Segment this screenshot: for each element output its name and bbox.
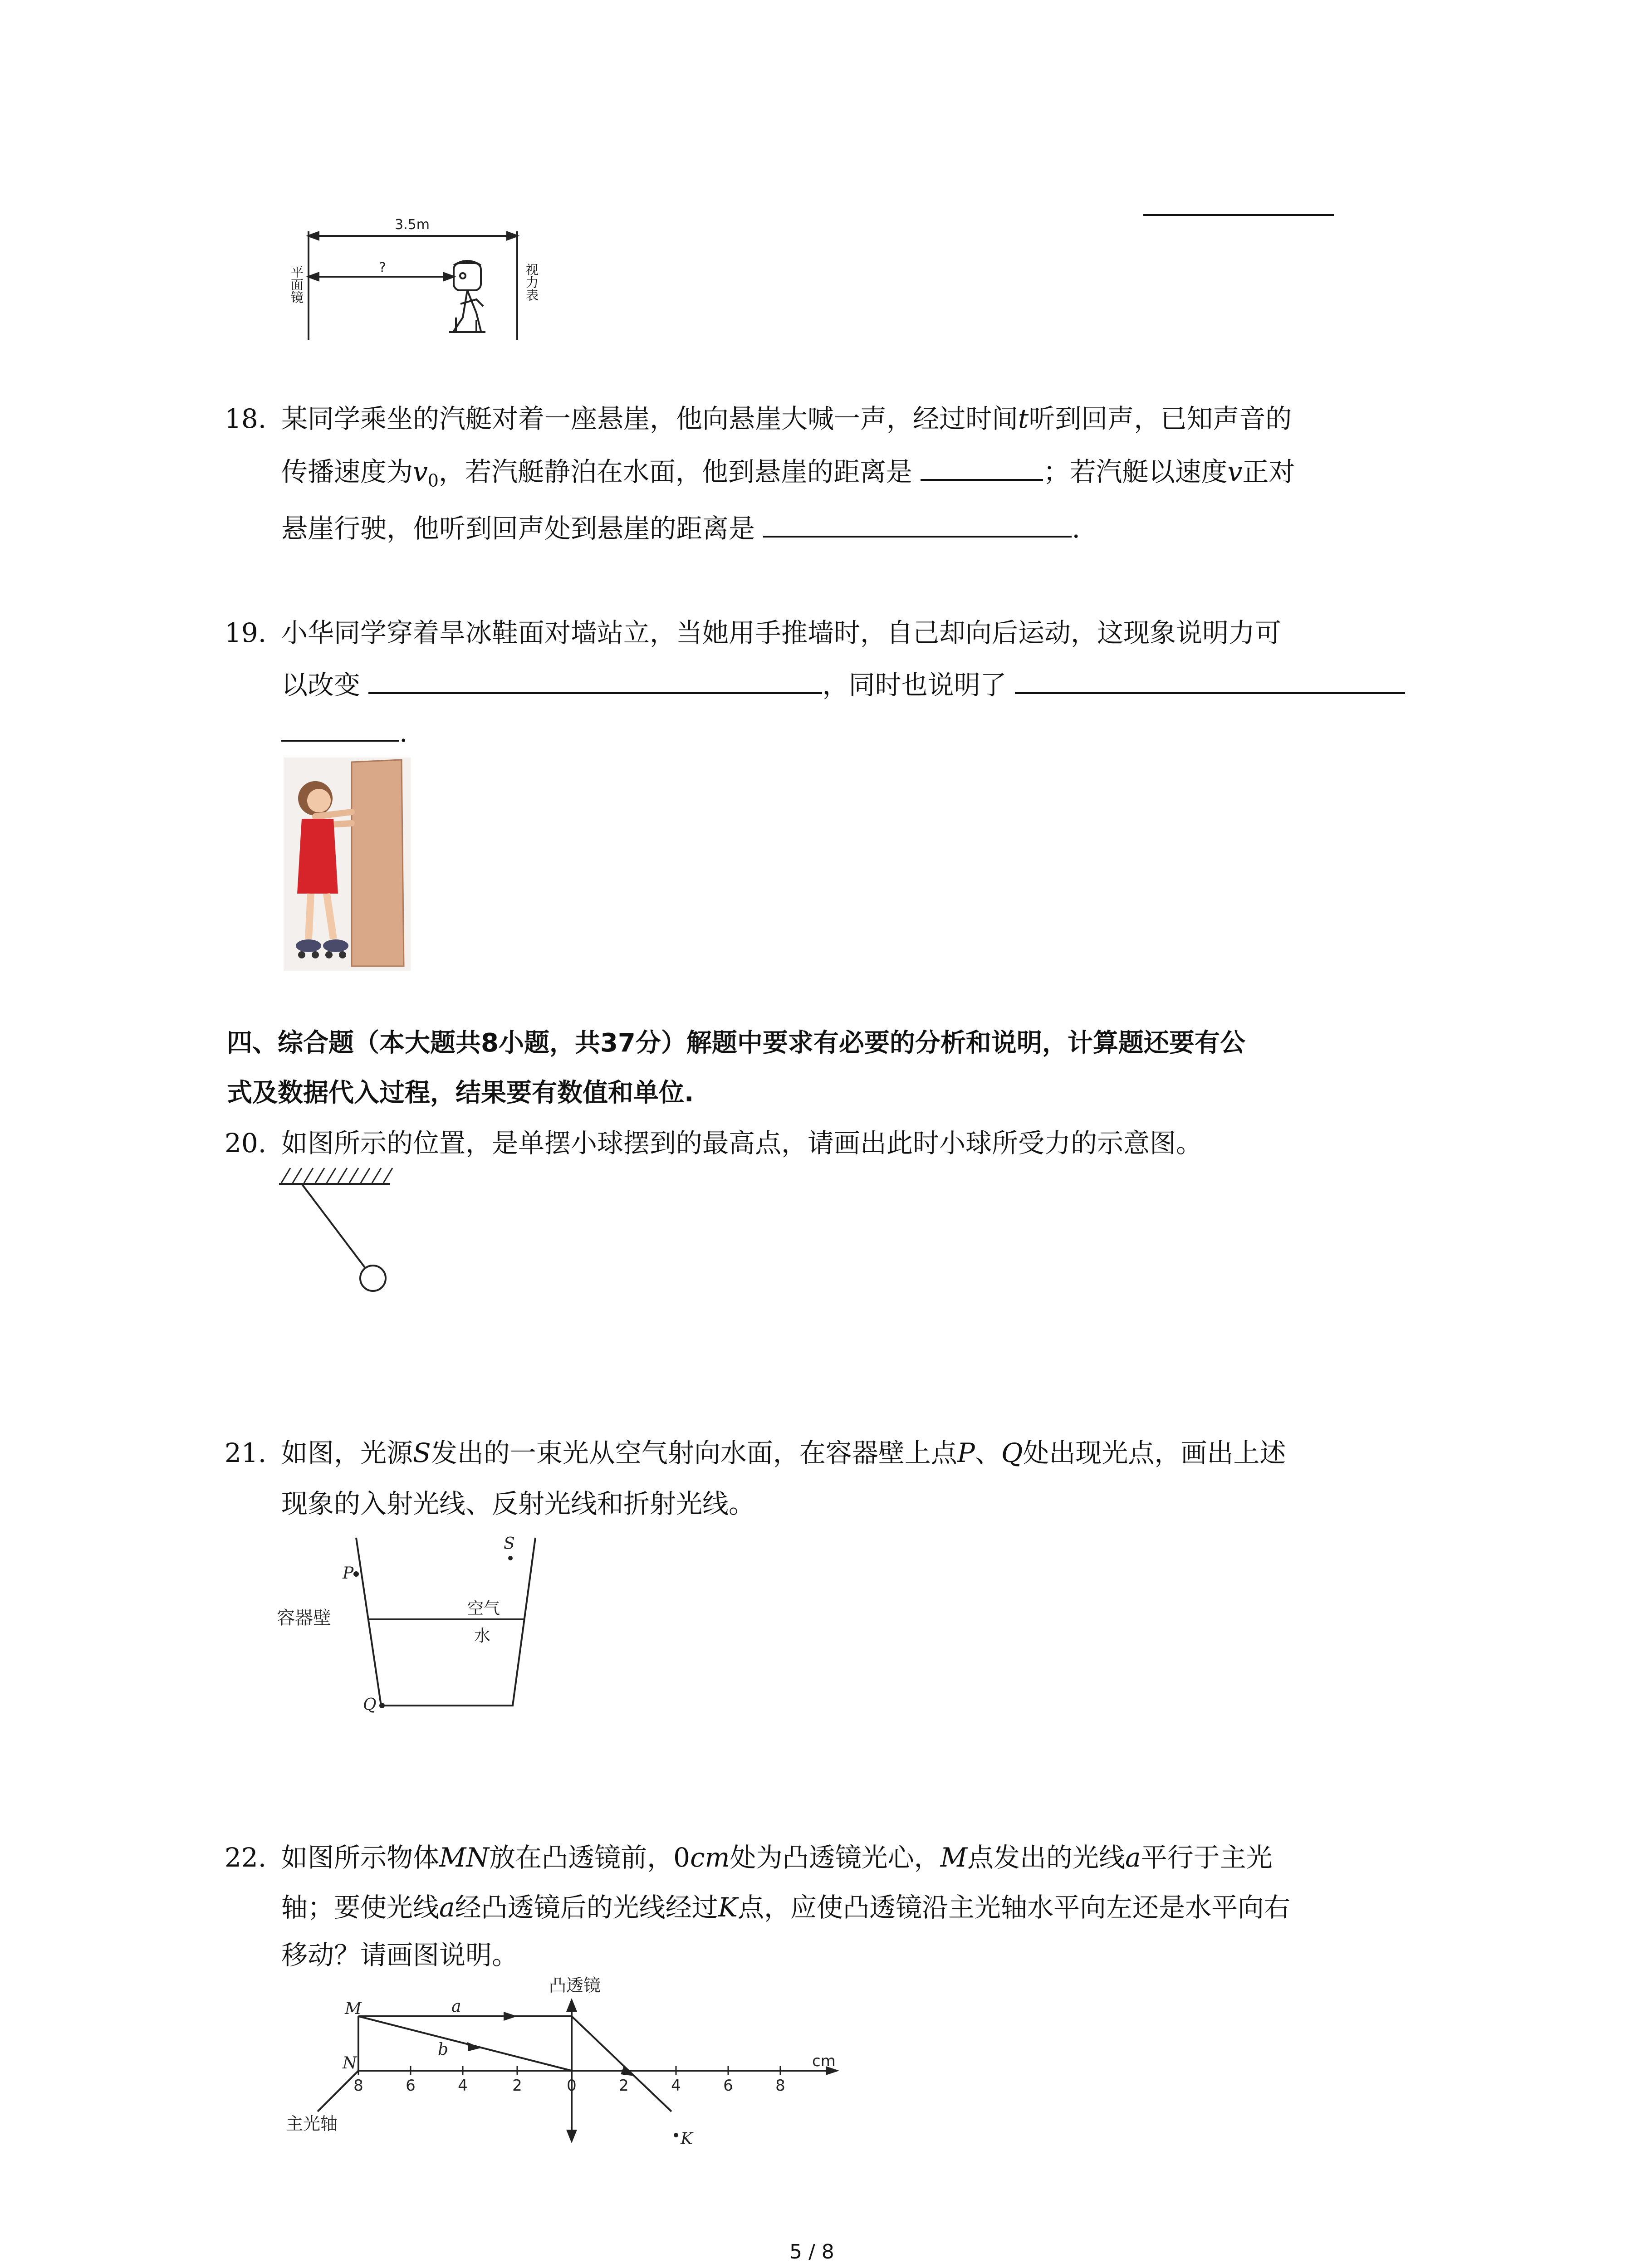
- answer-blank-q17[interactable]: [1143, 214, 1334, 216]
- axis-tick: 6: [406, 2077, 416, 2095]
- q21-line-1: 如图，光源S发出的一束光从空气射向水面，在容器壁上点P、Q处出现光点，画出上述: [281, 1437, 1286, 1468]
- q22-convex-lens-figure: [281, 1975, 871, 2166]
- q21-container-figure: [272, 1524, 563, 1719]
- q19-answer-blank-2-continued[interactable]: [281, 714, 399, 742]
- axis-tick: 6: [723, 2077, 733, 2095]
- axis-tick: 2: [512, 2077, 522, 2095]
- q20-pendulum-figure: [277, 1166, 404, 1297]
- axis-tick: 4: [671, 2077, 681, 2095]
- axis-tick: 8: [775, 2077, 785, 2095]
- section-4-heading-line-1: 四、综合题（本大题共8小题，共37分）解题中要求有必要的分析和说明，计算题还要有公: [227, 1028, 1245, 1058]
- q17-question-mark: ?: [379, 260, 386, 276]
- q21-point-P: P: [343, 1564, 354, 1583]
- q22-ray-a-label: a: [451, 1997, 461, 2016]
- q18-line-3: 悬崖行驶，他听到回声处到悬崖的距离是 .: [281, 503, 1080, 553]
- q21-water-label: 水: [474, 1627, 491, 1645]
- axis-tick: 0: [567, 2077, 577, 2095]
- q17-chart-label: 视力表: [524, 263, 539, 301]
- q17-width-label: 3.5m: [395, 217, 430, 233]
- question-number-21: 21.: [225, 1437, 267, 1468]
- question-number-20: 20.: [225, 1128, 267, 1158]
- question-number-18: 18.: [225, 403, 267, 434]
- q18-answer-blank-2[interactable]: [763, 510, 1072, 538]
- q22-lens-label: 凸透镜: [549, 1975, 601, 1995]
- q19-answer-blank-1[interactable]: [368, 667, 822, 694]
- axis-tick: 2: [619, 2077, 629, 2095]
- q21-point-Q: Q: [363, 1696, 377, 1714]
- page-number: 5 / 8: [789, 2240, 834, 2263]
- q19-line-2: 以改变 ，同时也说明了: [281, 660, 1405, 710]
- q21-wall-label: 容器壁: [277, 1608, 331, 1628]
- section-4-heading-line-2: 式及数据代入过程，结果要有数值和单位.: [227, 1078, 694, 1108]
- q18-line-1: 某同学乘坐的汽艇对着一座悬崖，他向悬崖大喊一声，经过时间t听到回声，已知声音的: [281, 403, 1292, 434]
- q19-girl-pushing-wall-figure: [284, 758, 411, 971]
- q19-line-3: .: [281, 708, 407, 758]
- q22-line-2: 轴；要使光线a经凸透镜后的光线经过K点，应使凸透镜沿主光轴水平向左还是水平向右: [281, 1892, 1290, 1923]
- q17-mirror-label: 平面镜: [289, 265, 304, 303]
- q22-axis-label: 主光轴: [286, 2114, 338, 2134]
- q19-answer-blank-2[interactable]: [1015, 667, 1405, 694]
- q20-text: 如图所示的位置，是单摆小球摆到的最高点，请画出此时小球所受力的示意图。: [281, 1128, 1203, 1158]
- q19-line-1: 小华同学穿着旱冰鞋面对墙站立，当她用手推墙时，自己却向后运动，这现象说明力可: [281, 617, 1282, 648]
- q22-ray-b-label: b: [438, 2040, 449, 2059]
- q22-point-M: M: [345, 1999, 362, 2018]
- q18-answer-blank-1[interactable]: [921, 454, 1043, 481]
- q22-line-3: 移动？请画图说明。: [281, 1940, 519, 1970]
- q22-point-N: N: [343, 2054, 357, 2072]
- axis-tick: 4: [458, 2077, 468, 2095]
- axis-tick: 8: [353, 2077, 363, 2095]
- question-number-19: 19.: [225, 617, 267, 648]
- q22-line-1: 如图所示物体MN放在凸透镜前，0cm处为凸透镜光心，M点发出的光线a平行于主光: [281, 1842, 1273, 1873]
- question-number-22: 22.: [225, 1842, 267, 1873]
- q22-axis-unit: cm: [812, 2052, 836, 2070]
- q17-eye-test-figure: [281, 213, 535, 349]
- q21-air-label: 空气: [467, 1599, 500, 1618]
- q18-line-2: 传播速度为$v_0$，若汽艇静泊在水面，他到悬崖的距离是 ；若汽艇以速度v正对: [281, 447, 1295, 506]
- q21-point-S: S: [504, 1535, 515, 1553]
- q21-line-2: 现象的入射光线、反射光线和折射光线。: [281, 1488, 755, 1519]
- q22-point-K: K: [681, 2130, 693, 2148]
